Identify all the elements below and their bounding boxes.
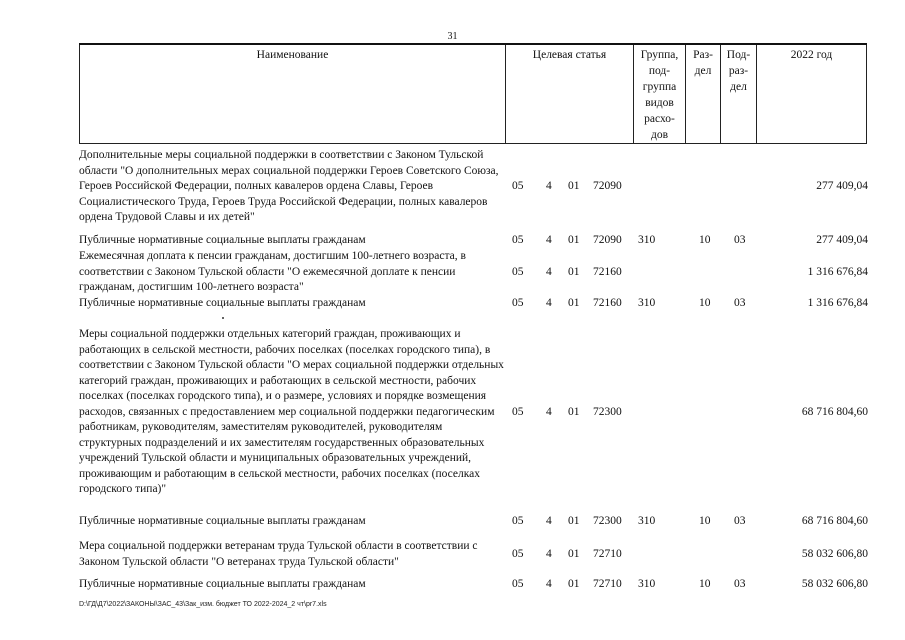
code-event: 01 <box>568 234 580 246</box>
code-program: 05 <box>512 266 524 278</box>
row-name: Ежемесячная доплата к пенсии гражданам, достигшим 100-летнего возраста, в соответствии с Законом Тульской области "О ежемесячной доплате к пенсии гражданам, достигшим 100-летнего возраста" <box>79 250 466 293</box>
amount: 1 316 676,84 <box>807 297 868 309</box>
code-section: 10 <box>699 515 711 527</box>
code-event: 01 <box>568 578 580 590</box>
code-event: 01 <box>568 406 580 418</box>
header-group: Группа, под- группа видов расхо- дов <box>634 44 686 144</box>
table-header <box>79 43 867 144</box>
code-subprogram: 4 <box>546 180 552 192</box>
header-name: Наименование <box>80 44 506 144</box>
code-event: 01 <box>568 266 580 278</box>
code-event: 01 <box>568 180 580 192</box>
code-program: 05 <box>512 515 524 527</box>
amount: 277 409,04 <box>816 180 868 192</box>
row-name: Меры социальной поддержки отдельных категорий граждан, проживающих и работающих в сельской местности, рабочих поселках (поселках городского типа), в соответствии с Законом Тульской области "О мерах социальной поддержки отдельных категорий граждан, проживающих и работающих в сельской местности, рабочих поселках (поселках городского типа), и о размере, условиях и порядке возмещения расходов, связанных с предоставлением мер социальной поддержки педагогическим работникам, руководителям, заместителям руководителей, руководителям структурных подразделений и их заместителям государственных образовательных учреждений Тульской области и муниципальных образовательных учреждений, проживающим и работающим в сельской местности, рабочих поселках (поселках городского типа)" <box>79 328 504 495</box>
code-event: 01 <box>568 515 580 527</box>
row-name: Публичные нормативные социальные выплаты гражданам <box>79 515 366 527</box>
amount: 58 032 606,80 <box>801 578 868 590</box>
code-program: 05 <box>512 548 524 560</box>
code-group: 310 <box>638 234 656 246</box>
file-path-footer: D:\ГД\Д7\2022\ЗАКОНЫ\ЗАС_43\Зак_изм. бюджет ТО 2022-2024_2 чт\pr7.xls <box>79 601 327 608</box>
header-section: Раз- дел <box>686 44 721 144</box>
code-subprogram: 4 <box>546 578 552 590</box>
code-program: 05 <box>512 234 524 246</box>
code-subsection: 03 <box>734 297 746 309</box>
code-event: 01 <box>568 297 580 309</box>
row-name: Мера социальной поддержки ветеранам труда Тульской области в соответствии с Законом Тульской области "О ветеранах труда Тульской области" <box>79 540 478 568</box>
code-direction: 72090 <box>593 180 622 192</box>
code-subprogram: 4 <box>546 266 552 278</box>
header-subsection: Под- раз- дел <box>721 44 757 144</box>
code-direction: 72090 <box>593 234 622 246</box>
code-direction: 72160 <box>593 266 622 278</box>
code-direction: 72710 <box>593 548 622 560</box>
amount: 68 716 804,60 <box>801 515 868 527</box>
row-name: Публичные нормативные социальные выплаты гражданам <box>79 578 366 590</box>
code-program: 05 <box>512 297 524 309</box>
code-direction: 72710 <box>593 578 622 590</box>
code-direction: 72160 <box>593 297 622 309</box>
code-subprogram: 4 <box>546 548 552 560</box>
code-direction: 72300 <box>593 406 622 418</box>
code-program: 05 <box>512 578 524 590</box>
code-subprogram: 4 <box>546 515 552 527</box>
page-number: 31 <box>447 31 458 42</box>
code-section: 10 <box>699 578 711 590</box>
row-name: Дополнительные меры социальной поддержки в соответствии с Законом Тульской области "О дополнительных мерах социальной поддержки Героев Советского Союза, Героев Российской Федерации, полных кавалеров ордена Славы, Героев Социалистического Труда, Героев Труда Российской Федерации, полных кавалеров ордена Трудовой Славы и их детей" <box>79 149 499 223</box>
code-program: 05 <box>512 180 524 192</box>
code-subprogram: 4 <box>546 234 552 246</box>
code-direction: 72300 <box>593 515 622 527</box>
code-subprogram: 4 <box>546 297 552 309</box>
code-subsection: 03 <box>734 578 746 590</box>
amount: 68 716 804,60 <box>801 406 868 418</box>
code-program: 05 <box>512 406 524 418</box>
code-event: 01 <box>568 548 580 560</box>
code-section: 10 <box>699 234 711 246</box>
amount: 58 032 606,80 <box>801 548 868 560</box>
code-section: 10 <box>699 297 711 309</box>
amount: 277 409,04 <box>816 234 868 246</box>
code-group: 310 <box>638 515 656 527</box>
header-year: 2022 год <box>757 44 867 144</box>
code-subprogram: 4 <box>546 406 552 418</box>
header-target: Целевая статья <box>506 44 634 144</box>
scan-speck <box>222 317 224 319</box>
code-group: 310 <box>638 297 656 309</box>
code-group: 310 <box>638 578 656 590</box>
code-subsection: 03 <box>734 234 746 246</box>
amount: 1 316 676,84 <box>807 266 868 278</box>
row-name: Публичные нормативные социальные выплаты гражданам <box>79 297 366 309</box>
row-name: Публичные нормативные социальные выплаты гражданам <box>79 234 366 246</box>
code-subsection: 03 <box>734 515 746 527</box>
